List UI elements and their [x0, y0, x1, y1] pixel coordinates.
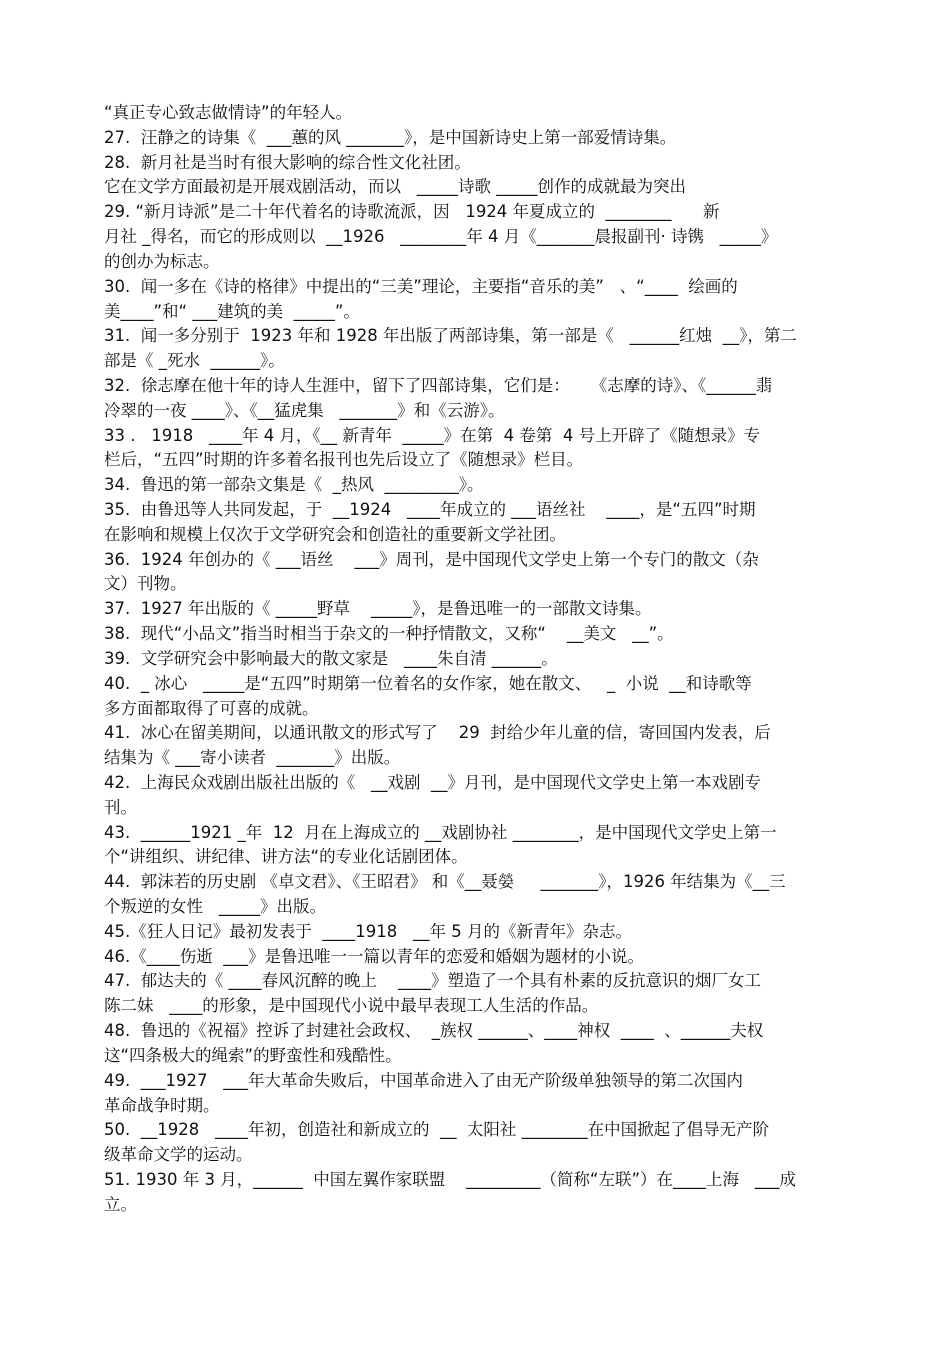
- text-line: 个“讲组织、讲纪律、讲方法“的专业化话剧团体。: [104, 847, 468, 867]
- text-line: 这“四条极大的绳索”的野蛮性和残酷性。: [104, 1045, 402, 1065]
- text-line: 冷翠的一夜 ____》、《__猛虎集 _______》和《云游》。: [104, 400, 505, 420]
- text-line: 在影响和规模上仅次于文学研究会和创造社的重要新文学社团。: [104, 524, 566, 544]
- text-line: 45.《狂人日记》最初发表于 ____1918 __年 5 月的《新青年》杂志。: [104, 921, 632, 941]
- text-line: 40. _ 冰心 _____是“五四”时期第一位着名的女作家，她在散文、 _ 小说 __和诗歌等: [104, 673, 752, 693]
- text-line: 42. 上海民众戏剧出版社出版的《 __戏剧 __》月刊，是中国现代文学史上第一本戏剧专: [104, 772, 761, 792]
- text-line: 36. 1924 年创办的《 ___语丝 ___》周刊，是中国现代文学史上第一个专门的散文（杂: [104, 549, 759, 569]
- text-line: 个叛逆的女性 _____》出版。: [104, 897, 326, 916]
- text-line: 27. 汪静之的诗集《 ___蕙的风 _______》，是中国新诗史上第一部爱情诗集。: [104, 127, 677, 147]
- text-line: 33 . 1918 ____年 4 月，《__ 新青年 _____》在第 4 卷第 4 号上开辟了《随想录》专: [104, 425, 761, 445]
- text-line: 刊。: [104, 797, 137, 817]
- text-line: 多方面都取得了可喜的成就。: [104, 698, 319, 718]
- text-line: 31. 闻一多分别于 1923 年和 1928 年出版了两部诗集，第一部是《 ______红烛 __》，第二: [104, 326, 797, 346]
- text-line: “真正专心致志做情诗”的年轻人。: [104, 103, 353, 122]
- text-line: 47. 郁达夫的《 ____春风沉醉的晚上 ____》塑造了一个具有朴素的反抗意识的烟厂女工: [104, 971, 761, 991]
- text-line: 34. 鲁迅的第一部杂文集是《 _热风 _________》。: [104, 475, 484, 495]
- text-line: 结集为《 ___寄小读者 _______》出版。: [104, 748, 401, 768]
- text-line: 级革命文学的运动。: [104, 1145, 253, 1165]
- text-line: 29. “新月诗派”是二十年代着名的诗歌流派，因 1924 年夏成立的 ________ 新: [104, 202, 720, 222]
- text-line: 44. 郭沫若的历史剧 《卓文君》、《王昭君》 和《__聂嫈 _______》，1926 年结集为《__三: [104, 872, 786, 892]
- text-line: 美____”和“ ___建筑的美 _____”。: [104, 301, 360, 321]
- text-line: 的创办为标志。: [104, 251, 220, 271]
- text-line: 50. __1928 ____年初，创造社和新成立的 __ 太阳社 ________在中国掀起了倡导无产阶: [104, 1120, 770, 1140]
- text-line: 46.《____伤逝 ___》是鲁迅唯一一篇以青年的恋爱和婚姻为题材的小说。: [104, 946, 644, 966]
- text-line: 41. 冰心在留美期间，以通讯散文的形式写了 29 封给少年儿童的信，寄回国内发表，后: [104, 723, 771, 743]
- text-line: 43. ______1921 _年 12 月在上海成立的 __戏剧协社 ________，是中国现代文学史上第一: [104, 822, 777, 842]
- text-line: 37. 1927 年出版的《 _____野草 _____》，是鲁迅唯一的一部散文诗集。: [104, 599, 652, 619]
- text-line: 28. 新月社是当时有很大影响的综合性文化社团。: [104, 152, 471, 172]
- text-line: 它在文学方面最初是开展戏剧活动，而以 _____诗歌 _____创作的成就最为突出: [104, 177, 686, 197]
- text-line: 栏后，“五四”时期的许多着名报刊也先后设立了《随想录》栏目。: [104, 450, 584, 470]
- text-line: 革命战争时期。: [104, 1095, 220, 1115]
- text-line: 月社 _得名，而它的形成则以 __1926 ________年 4 月《_______晨报副刊· 诗镌 _____》: [104, 227, 778, 247]
- text-line: 38. 现代“小品文”指当时相当于杂文的一种抒情散文，又称“ __美文 __”。: [104, 624, 674, 644]
- text-line: 51. 1930 年 3 月，______ 中国左翼作家联盟 _________（简称“左联”）在____上海 ___成: [104, 1169, 797, 1189]
- text-line: 49. ___1927 ___年大革命失败后，中国革命进入了由无产阶级单独领导的第二次国内: [104, 1070, 743, 1090]
- text-line: 文）刊物。: [104, 574, 187, 594]
- text-line: 48. 鲁迅的《祝福》控诉了封建社会政权、 _族权 ______、____神权 ____ 、______夫权: [104, 1021, 764, 1041]
- text-line: 35. 由鲁迅等人共同发起，于 __1924 ____年成立的 ___语丝社 ____，是“五四”时期: [104, 500, 756, 519]
- text-line: 立。: [104, 1194, 137, 1214]
- text-line: 30. 闻一多在《诗的格律》中提出的“三美”理论，主要指“音乐的美” 、“____ 绘画的: [104, 276, 738, 296]
- text-line: 部是《 _死水 ______》。: [104, 351, 285, 371]
- text-line: 39. 文学研究会中影响最大的散文家是 ____朱自清 ______。: [104, 648, 558, 668]
- document-body: [104, 101, 854, 1218]
- text-line: 32. 徐志摩在他十年的诗人生涯中，留下了四部诗集，它们是： 《志摩的诗》、《______翡: [104, 375, 773, 395]
- text-line: 陈二妹 ____的形象，是中国现代小说中最早表现工人生活的作品。: [104, 996, 599, 1016]
